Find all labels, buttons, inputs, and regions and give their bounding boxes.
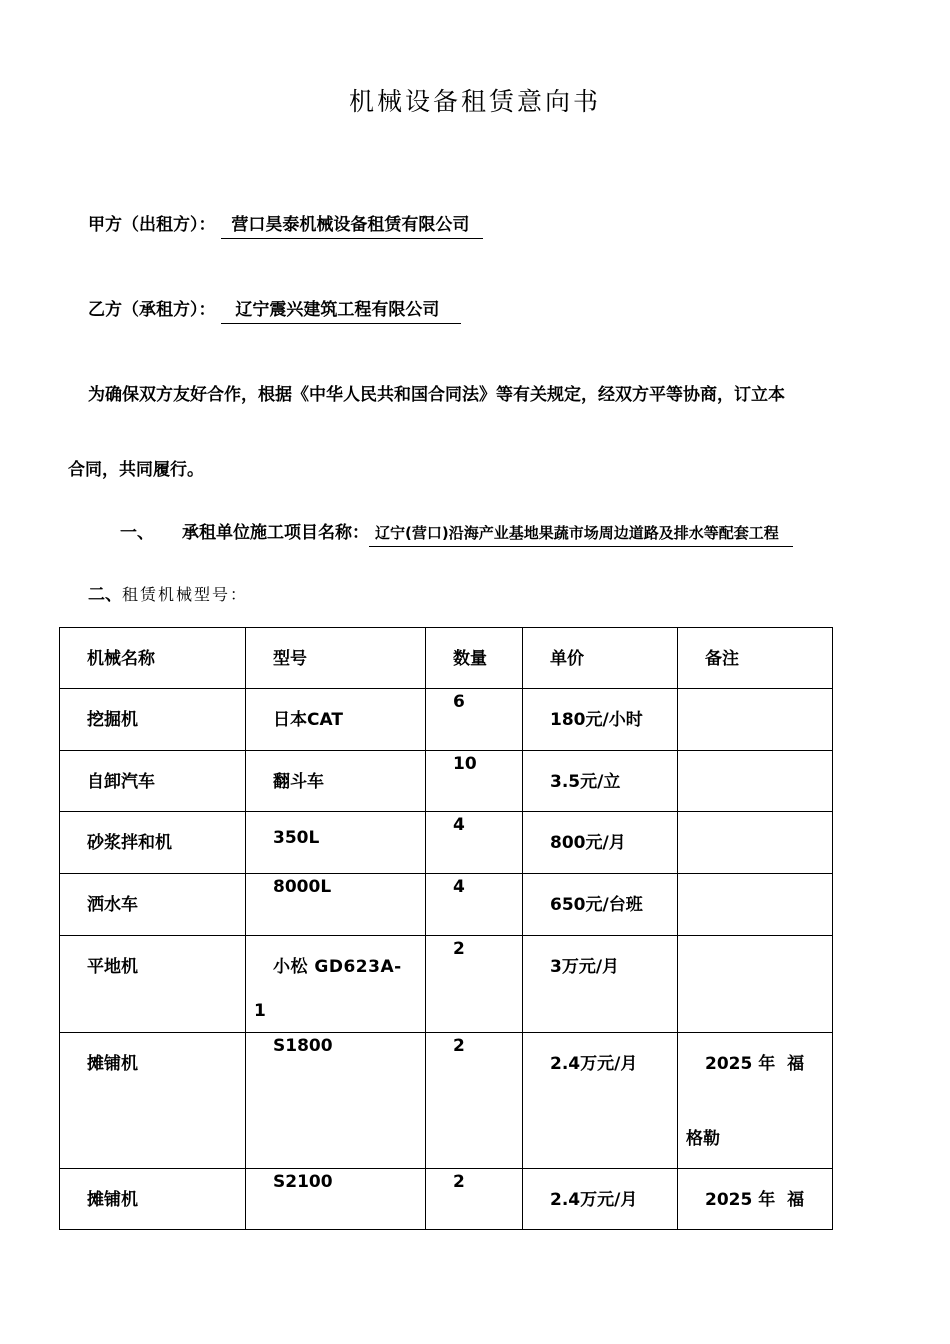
section-2-number: 二、 (88, 585, 122, 605)
machine-price: 180元/小时 (550, 710, 643, 730)
header-cell: 备注 (678, 628, 833, 689)
party-a-line (88, 210, 483, 239)
machine-note: 2025 年 福 (705, 1190, 805, 1210)
header-cell: 型号 (246, 628, 426, 689)
machine-qty: 4 (453, 815, 465, 835)
machine-name: 摊铺机 (87, 1054, 138, 1074)
table-row (60, 689, 833, 751)
table-header-row (60, 628, 833, 689)
machine-qty: 6 (453, 692, 465, 712)
machine-name: 自卸汽车 (87, 772, 155, 792)
header-cell: 数量 (426, 628, 523, 689)
machine-model: 翻斗车 (273, 772, 324, 792)
machine-price: 2.4万元/月 (550, 1190, 638, 1210)
machine-model: S2100 (273, 1172, 333, 1192)
machine-price: 3.5元/立 (550, 772, 621, 792)
machine-qty: 10 (453, 754, 477, 774)
machine-name: 洒水车 (87, 895, 138, 915)
machine-name: 砂浆拌和机 (87, 833, 172, 853)
machine-qty: 4 (453, 877, 465, 897)
header-cell: 机械名称 (60, 628, 246, 689)
section-1-value: 辽宁(营口)沿海产业基地果蔬市场周边道路及排水等配套工程 (369, 522, 793, 547)
table-row (60, 1169, 833, 1230)
machine-name: 平地机 (87, 957, 138, 977)
section-2-label: 租赁机械型号： (122, 585, 249, 604)
rental-table (59, 627, 833, 1230)
machine-model: 小松 GD623A- (273, 957, 402, 977)
section-1-label: 承租单位施工项目名称： (182, 523, 369, 543)
machine-model: 日本CAT (273, 710, 343, 730)
machine-model-continued: 1 (254, 1001, 266, 1021)
party-b-line (88, 295, 461, 324)
intro-line-2: 合同，共同履行。 (68, 460, 204, 480)
table-row (60, 812, 833, 874)
section-1 (120, 518, 793, 547)
machine-note-continued: 格勒 (686, 1129, 720, 1149)
party-a-label: 甲方（出租方）： (88, 215, 216, 235)
party-b-label: 乙方（承租方）： (88, 300, 216, 320)
machine-qty: 2 (453, 939, 465, 959)
machine-name: 挖掘机 (87, 710, 138, 730)
table-row (60, 1033, 833, 1169)
section-1-number: 一、 (120, 523, 154, 543)
machine-model: S1800 (273, 1036, 333, 1056)
machine-model: 8000L (273, 877, 332, 897)
section-2 (88, 580, 248, 605)
header-cell: 单价 (523, 628, 678, 689)
machine-note: 2025 年 福 (705, 1054, 805, 1074)
table-row (60, 936, 833, 1033)
machine-price: 800元/月 (550, 833, 626, 853)
machine-price: 650元/台班 (550, 895, 643, 915)
document-title: 机械设备租赁意向书 (348, 87, 601, 116)
machine-model: 350L (273, 828, 320, 848)
table-row (60, 874, 833, 936)
party-a-value: 营口昊泰机械设备租赁有限公司 (221, 210, 483, 239)
machine-name: 摊铺机 (87, 1190, 138, 1210)
machine-price: 3万元/月 (550, 957, 620, 977)
machine-qty: 2 (453, 1036, 465, 1056)
machine-price: 2.4万元/月 (550, 1054, 638, 1074)
intro-line-1: 为确保双方友好合作，根据《中华人民共和国合同法》等有关规定，经双方平等协商，订立本 (88, 385, 785, 405)
table-row (60, 751, 833, 812)
party-b-value: 辽宁震兴建筑工程有限公司 (221, 295, 461, 324)
machine-qty: 2 (453, 1172, 465, 1192)
